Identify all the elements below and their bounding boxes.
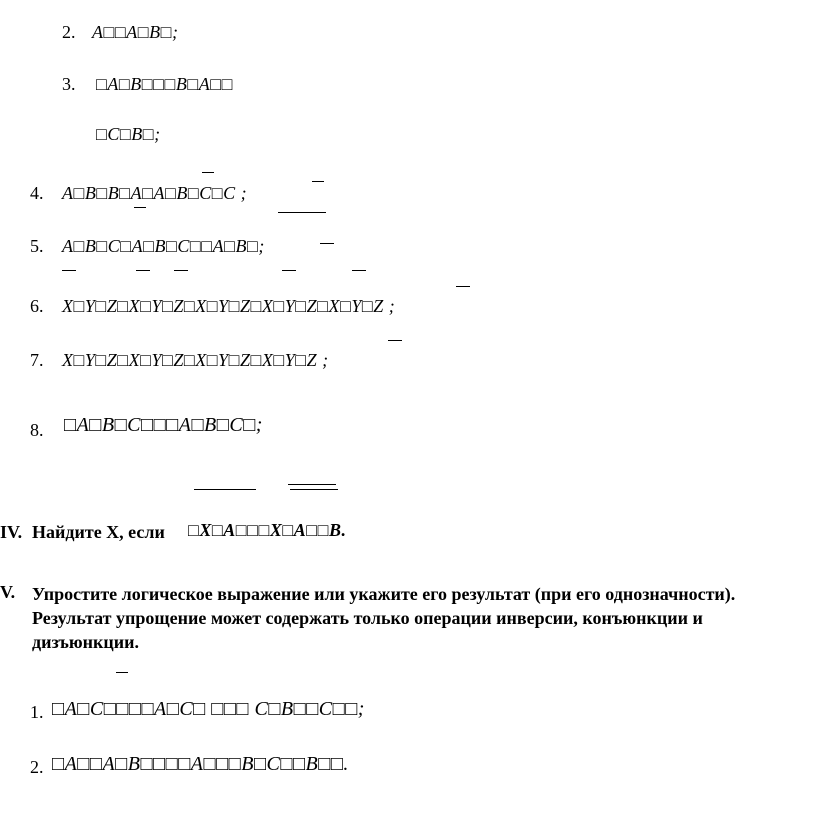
logic-expression: X□Y□Z□X□Y□Z□X□Y□Z□X□Y□Z ; — [62, 350, 329, 370]
negation-bar — [290, 489, 338, 490]
item-number: 3. — [62, 74, 76, 94]
section-label: V. — [0, 582, 16, 602]
logic-expression: A□□A□B□; — [92, 22, 179, 42]
logic-expression: □C□B□; — [96, 124, 161, 144]
negation-bar — [116, 672, 128, 673]
negation-bar — [62, 270, 76, 271]
item-number: 8. — [30, 420, 44, 440]
item-number: 5. — [30, 236, 44, 256]
logic-expression: □A□□A□B□□□□A□□□B□C□□B□□. — [52, 753, 349, 775]
negation-bar — [174, 270, 188, 271]
negation-bar — [352, 270, 366, 271]
logic-expression: □X□A□□□X□A□□B. — [188, 520, 347, 540]
item-number: 7. — [30, 350, 44, 370]
section-text: Найдите X, если — [32, 522, 165, 542]
item-number: 4. — [30, 183, 44, 203]
logic-expression: X□Y□Z□X□Y□Z□X□Y□Z□X□Y□Z□X□Y□Z ; — [62, 296, 396, 316]
negation-bar — [134, 207, 146, 208]
negation-bar — [282, 270, 296, 271]
logic-expression: □A□B□C□□□A□B□C□; — [64, 414, 263, 436]
negation-bar — [312, 181, 324, 182]
negation-bar — [456, 286, 470, 287]
negation-bar — [136, 270, 150, 271]
item-number: 2. — [62, 22, 76, 42]
negation-bar — [320, 243, 334, 244]
negation-bar — [194, 489, 256, 490]
logic-expression: □A□B□□□B□A□□ — [96, 74, 233, 94]
item-number: 6. — [30, 296, 44, 316]
section-text: Упростите логическое выражение или укажите его результат (при его однозначности). Результат упрощение может содержать только операции инверсии, конъюнкции и дизъюнкции. — [32, 584, 736, 652]
negation-bar — [202, 172, 214, 173]
negation-bar — [388, 340, 402, 341]
logic-expression: A□B□C□A□B□C□□A□B□; — [62, 236, 265, 256]
item-number: 2. — [30, 757, 44, 777]
logic-expression: □A□C□□□□A□C□ □□□ C□B□□C□□; — [52, 698, 365, 720]
item-number: 1. — [30, 702, 44, 722]
negation-bar — [278, 212, 326, 213]
negation-bar — [288, 484, 336, 485]
logic-expression: A□B□B□A□A□B□C□C ; — [62, 183, 248, 203]
section-label: IV. — [0, 522, 23, 542]
